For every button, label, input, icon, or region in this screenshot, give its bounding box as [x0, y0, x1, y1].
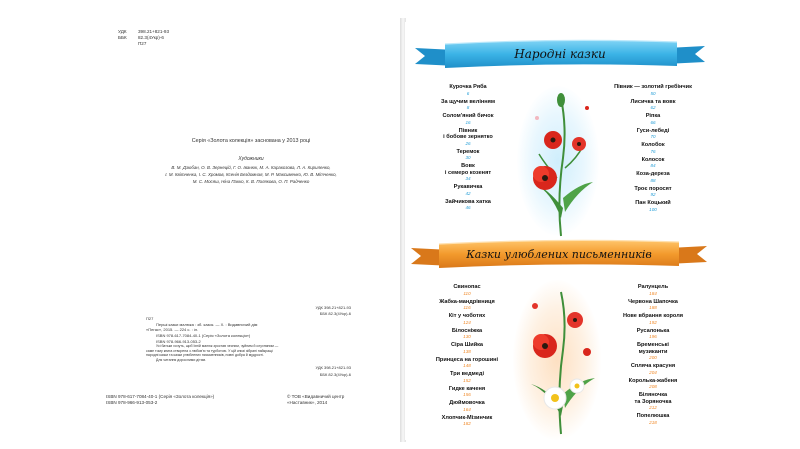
daisy-icon: [544, 379, 584, 409]
isbn-line: ISBN 978-617-7084-40-1 (Серія «Золота колекція»): [106, 394, 215, 399]
toc-page-number: 204: [649, 369, 657, 375]
toc-page-number: 212: [649, 405, 657, 410]
toc-entry-title: За щучим велінням: [440, 98, 496, 105]
toc-entry-title: Ріпка: [645, 113, 661, 119]
toc-entry: [601, 313, 705, 325]
toc-entry-title: Зайчикова хатка: [445, 198, 491, 205]
catalog-annotation: Усі батьки хочуть, щоб їхній малюк зростав чесним, чуйним й слухняним —: [156, 344, 279, 349]
toc-entry: [601, 284, 705, 296]
toc-entry: [603, 142, 703, 154]
toc-page-number: 184: [649, 290, 657, 296]
toc-entry-title: Три ведмеді: [450, 371, 484, 377]
toc-entry: [419, 415, 515, 427]
toc-entry-title: Солом'яний бичок: [442, 113, 494, 119]
catalog-udk: УДК 398.21+821-93: [315, 305, 351, 310]
toc-page-number: 16: [465, 119, 471, 125]
isbn-line: ISBN 978-966-913-053-2: [106, 400, 158, 406]
toc-entry-title: Жабка-мандрівниця: [439, 298, 495, 305]
toc-page-number: 156: [463, 392, 471, 397]
catalog-line: ISBN 978-617-7084-40-1 (Серія «Золота колекція»): [156, 332, 251, 338]
toc-entry-title: та Зорянoчка: [634, 398, 672, 405]
catalog-annotation: народні казки та казки улюблених письменників, повні добра й мудрості.: [146, 353, 264, 358]
toc-entry-title: Хлопчик-Мізинчик: [441, 414, 493, 421]
toc-page-number: 182: [463, 421, 471, 426]
toc-page-number: 92: [650, 192, 656, 197]
toc-entry: [419, 357, 515, 369]
toc-entry-title: Сплячa красуня: [630, 363, 676, 369]
toc-entry: [423, 199, 513, 211]
toc-entry-title: і бобове зернятко: [443, 134, 493, 140]
catalog-line: «Пегас», 2015. — 224 с. : іл.: [146, 327, 199, 333]
toc-entry: [419, 328, 515, 340]
toc-entry-title: Попелюшка: [636, 413, 670, 419]
illustrators-list: [140, 164, 362, 186]
toc-page-number: 46: [465, 205, 471, 210]
toc-folk-right: [603, 84, 703, 215]
copyright-line: © ТОВ «Видавничий центр: [287, 394, 345, 399]
illustrators-line: В. М. Дзюбан, О. В. Зернецій, Г. О. Іванюк, М. А. Каракозова, Л. А. Кириленко,: [171, 165, 331, 170]
catalog-annotation: саме тому книга створена з любов'ю та турботою. У цій книзі зібрані найкращі: [146, 348, 273, 353]
library-codes: [118, 29, 169, 48]
toc-page-number: 152: [463, 377, 471, 383]
toc-entry-title: Колосок: [641, 156, 665, 163]
toc-entry: [419, 284, 515, 296]
toc-entry-title: Вовк: [461, 163, 475, 169]
toc-entry: [423, 163, 513, 181]
toc-page-number: 26: [465, 140, 471, 146]
toc-page-number: 84: [650, 163, 656, 168]
isbn-block: [106, 394, 214, 406]
toc-page-number: 138: [463, 348, 471, 354]
poppy-bouquet-icon: [517, 88, 607, 238]
toc-entry: [601, 328, 705, 340]
illustrators-line: І. М. Квітненка, І. С. Хромов, Ксенія Бездомная, М. Р. Максименко, Ю. В. Мітченко,: [165, 172, 337, 178]
catalog-udk-bottom: УДК 398.21+821-93: [315, 364, 351, 370]
toc-page-number: 130: [463, 334, 471, 339]
section-title: Казки улюблених письменників: [466, 247, 652, 261]
toc-page-number: 76: [650, 148, 656, 154]
toc-entry: [603, 99, 703, 111]
toc-entry: [423, 113, 513, 125]
toc-entry: [603, 157, 703, 169]
toc-entry: [419, 400, 515, 412]
toc-entry-title: Бременські: [636, 342, 669, 348]
toc-entry: [603, 128, 703, 140]
right-page: [405, 22, 708, 440]
toc-entry: [601, 342, 705, 360]
toc-entry-title: Червона Шапочка: [628, 298, 678, 305]
toc-entry-title: Троє поросят: [634, 185, 672, 192]
toc-entry-title: музиканти: [638, 348, 668, 355]
toc-page-number: 88: [650, 177, 656, 183]
catalog-bbk-bottom: ББК 82.3(4Укр)-6: [319, 372, 351, 378]
toc-entry: [423, 128, 513, 146]
poppy-daisy-bouquet-icon: [515, 280, 607, 436]
toc-entry: [603, 200, 703, 212]
toc-entry: [601, 392, 705, 410]
toc-entry-title: Рукавичка: [453, 184, 483, 190]
toc-page-number: 148: [463, 363, 471, 368]
series-note: Серія «Золота колекція» заснована у 2013 році: [191, 138, 311, 144]
toc-page-number: 124: [463, 319, 471, 325]
toc-entry-title: Курочка Ряба: [449, 84, 487, 90]
catalog-annotation: Для читання дорослими дітям.: [156, 357, 206, 362]
illustrators-heading: Художники: [238, 156, 264, 162]
catalog-card: [146, 305, 351, 378]
toc-entry-title: Пан Коцький: [635, 200, 671, 206]
copyright-line: «Наставник», 2014: [287, 400, 328, 406]
toc-page-number: 208: [649, 384, 657, 389]
publisher-copyright: [287, 394, 344, 406]
toc-page-number: 70: [650, 134, 656, 139]
toc-entry: [601, 299, 705, 311]
toc-page-number: 62: [650, 105, 656, 110]
toc-page-number: 50: [650, 90, 656, 96]
toc-entry: [423, 184, 513, 196]
toc-entry: [419, 313, 515, 325]
toc-authors-left: [419, 284, 515, 429]
toc-entry-title: Півник — золотий гребінчик: [614, 84, 692, 90]
toc-page-number: 218: [649, 419, 657, 425]
toc-entry-title: Кіт у чоботях: [448, 313, 486, 319]
section-title: Народні казки: [514, 47, 606, 61]
toc-entry: [423, 149, 513, 161]
toc-entry-title: Русалонька: [636, 327, 670, 334]
toc-page-number: 196: [649, 334, 657, 339]
toc-page-number: 34: [465, 176, 471, 181]
toc-entry: [419, 371, 515, 383]
toc-page-number: 192: [649, 319, 657, 325]
catalog-code: П27: [146, 316, 154, 322]
toc-entry-title: Ралунцель: [637, 284, 669, 290]
toc-entry: [419, 342, 515, 354]
toc-entry-title: Білосніжка: [451, 327, 483, 334]
toc-entry-title: Гуси-лебеді: [636, 127, 670, 134]
catalog-bbk: ББК 82.3(4Укр)-6: [319, 310, 351, 316]
toc-entry-title: Колобок: [641, 142, 665, 148]
toc-entry-title: Теремок: [456, 148, 480, 155]
toc-entry-title: Сіра Шийка: [450, 342, 484, 348]
toc-page-number: 100: [649, 206, 657, 212]
toc-entry-title: Гидке каченя: [448, 385, 486, 392]
toc-entry-title: Принцеса на горошині: [435, 356, 499, 363]
toc-entry-title: Білянoчка: [638, 392, 668, 398]
toc-entry-title: Лисичка та вовк: [630, 98, 676, 105]
catalog-line: ISBN 978-966-913-053-2: [156, 338, 201, 344]
toc-entry-title: Королька-жабеня: [628, 377, 678, 384]
toc-entry-title: Дюймовочка: [449, 400, 485, 406]
ribbon-folk-tales: [415, 34, 705, 74]
code-row: УДК 398.21+821-93: [118, 29, 170, 34]
toc-page-number: 110: [463, 290, 471, 296]
toc-entry: [419, 299, 515, 311]
toc-entry: [601, 378, 705, 390]
code-row: ББК 82.3(4Укр)-6: [118, 35, 164, 41]
toc-entry: [603, 113, 703, 125]
toc-entry: [603, 171, 703, 183]
toc-entry-title: Коза-дереза: [636, 171, 670, 177]
toc-page-number: 164: [463, 406, 471, 412]
toc-page-number: 8: [466, 105, 470, 110]
toc-page-number: 116: [463, 305, 471, 310]
toc-entry-title: Свинопас: [453, 284, 481, 290]
ribbon-author-tales: [411, 234, 707, 274]
code-row: П27: [138, 41, 147, 47]
catalog-line: Перші казки малюка : зб. казок. — Х. : Видавничий дім: [156, 321, 258, 327]
toc-page-number: 30: [465, 155, 471, 160]
toc-entry: [423, 99, 513, 111]
toc-entry: [603, 84, 703, 96]
toc-authors-right: [601, 284, 705, 428]
toc-folk-left: [423, 84, 513, 213]
toc-entry: [603, 186, 703, 198]
toc-page-number: 42: [465, 190, 471, 196]
toc-entry-title: і семеро козенят: [444, 169, 492, 176]
toc-page-number: 66: [650, 119, 656, 125]
toc-page-number: 6: [466, 90, 470, 96]
toc-entry: [423, 84, 513, 96]
toc-entry: [601, 363, 705, 375]
toc-entry: [419, 386, 515, 398]
toc-page-number: 200: [649, 355, 657, 360]
left-page: [102, 22, 400, 440]
toc-entry: [601, 413, 705, 425]
toc-entry-title: Нове вбрання короля: [622, 313, 684, 319]
toc-entry-title: Півник: [458, 127, 478, 134]
toc-page-number: 188: [649, 305, 657, 310]
illustrators-line: М. С. Мосяш, Ніна Пакко, К. В. Полякова, О. П. Радченко: [192, 179, 310, 185]
